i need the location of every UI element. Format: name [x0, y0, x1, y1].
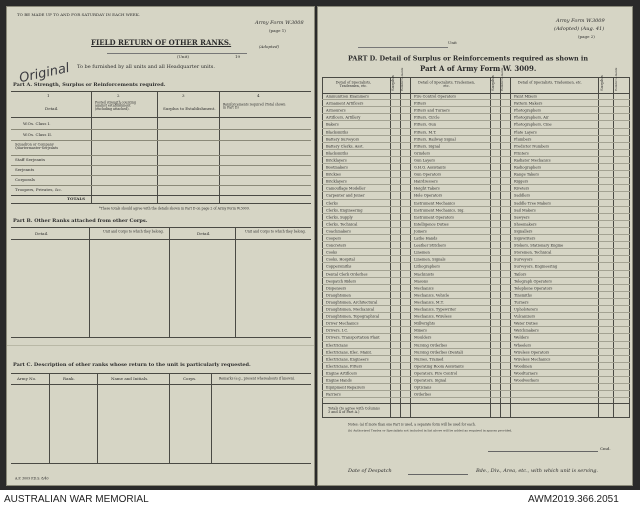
part-d-row-rule — [322, 128, 630, 129]
part-d-row-rule — [322, 298, 630, 299]
part-d-list-item: Mechanics, Typewriter — [414, 307, 457, 312]
part-d-list-item: Millwrights — [414, 321, 436, 326]
part-d-list-item: Radiographers — [514, 165, 542, 170]
part-d-row-rule — [322, 241, 630, 242]
part-d-list-item: Instrument Mechanics, Sig. — [414, 207, 465, 213]
part-d-row-rule — [322, 120, 630, 121]
part-d-row-rule — [322, 213, 630, 214]
part-d-list-item: Pattern Makers — [514, 101, 543, 106]
part-d-list-item: Electricians, Fitters — [326, 363, 363, 369]
part-a-row-rule — [11, 175, 311, 176]
part-d-list-item: Wireless Operators — [514, 349, 550, 355]
part-d-list-item: Bricklayers — [326, 157, 347, 163]
part-d-title-line1: PART D. Detail of Surplus or Reinforcements required as shown in — [348, 54, 589, 63]
part-d-list-item: Surveyors — [514, 257, 533, 262]
part-d-list-item: Draughtsmen, Topographical — [326, 314, 380, 319]
part-d-col-header: Detail of Specialists, Tradesmen, etc. — [335, 80, 372, 88]
part-a-totals: TOTALS — [67, 196, 86, 201]
part-d-row-rule — [322, 348, 630, 349]
part-d-list-item: Gun Layers — [414, 157, 435, 163]
part-b-header-rule — [11, 239, 311, 240]
part-a-row: Troopers, Privates, &c. — [15, 187, 63, 192]
part-d-sub-surplus: Surplus — [390, 75, 395, 91]
part-d-list-item: Engine Artificers — [326, 370, 358, 376]
part-d-row-rule — [322, 234, 630, 235]
part-d-list-item: Wheelers — [514, 342, 532, 347]
part-a-header-surplus: Surplus to Establishment. — [163, 106, 216, 111]
part-d-row-rule — [322, 305, 630, 306]
part-d-row-rule — [322, 113, 630, 114]
part-d-list-item: Intelligence Duties — [414, 221, 449, 227]
left-title: FIELD RETURN OF OTHER RANKS. — [91, 38, 232, 47]
part-a-top-rule — [11, 91, 311, 92]
part-d-sub-surplus: Surplus — [599, 75, 604, 91]
part-d-list-item: Water Duties — [514, 321, 538, 326]
part-a-row-rule — [11, 155, 311, 156]
part-d-list-item: Linemen, Signals — [414, 257, 446, 262]
right-form-number: Army Form W.3009 — [556, 18, 605, 24]
part-a-header-reinforcements: Reinforcements required (Total shown in Part D) — [223, 102, 286, 110]
part-d-row-rule — [322, 376, 630, 377]
left-page — [6, 6, 315, 486]
part-d-list-item: Mechanics — [414, 285, 434, 291]
part-a-header-posted: Posted strength counting against establishment (excluding attached). — [95, 100, 136, 111]
part-d-list-item: Range Takers — [514, 172, 539, 177]
part-a-row: Staff Serjeants — [15, 157, 46, 162]
part-d-list-item: Drivers, I.C. — [326, 328, 349, 333]
part-d-list-item: Nurses, Trained — [414, 356, 444, 362]
part-b-header: Unit and Corps to which they belong. — [103, 229, 164, 234]
part-d-list-item: Storemen, Technical — [514, 250, 552, 255]
part-d-row-rule — [322, 362, 630, 363]
part-c-top-rule — [11, 373, 311, 374]
part-a-note: *These totals should agree with the details shown in Part D on page 2 of Army Form W.3009. — [99, 206, 250, 211]
part-d-list-item: Telephone Operators — [514, 285, 553, 291]
part-a-colnum-2: 2 — [117, 93, 120, 98]
part-d-row-rule — [322, 390, 630, 391]
part-d-list-item: Nursing Orderlies (Dental) — [414, 349, 464, 355]
archive-footer — [0, 490, 640, 507]
part-d-row-rule — [322, 135, 630, 136]
part-d-list-item: Blacksmiths — [326, 150, 349, 156]
part-d-list-item: Sawyers — [514, 214, 530, 220]
part-d-list-item: Coopers — [326, 236, 342, 241]
part-d-row-rule — [322, 355, 630, 356]
part-d-list-item: Joiners — [414, 228, 427, 234]
part-a-row-rule — [11, 140, 311, 141]
part-c-header: Army No. — [17, 376, 37, 381]
part-a-row: Corporals — [15, 177, 35, 182]
part-d-list-item: Battery Clerks, Asst. — [326, 143, 364, 149]
part-d-sub-surplus: Surplus — [490, 75, 495, 91]
part-d-list-item: Radiator Mechanics — [514, 157, 551, 163]
left-fold-line — [7, 345, 314, 346]
part-d-list-item: Electricians — [326, 342, 348, 347]
part-d-list-item: Armourers — [326, 108, 346, 113]
part-a-colnum-4: 4 — [257, 93, 260, 98]
part-c-col-divider — [97, 373, 98, 463]
part-d-list-item: Hairdressers — [414, 179, 438, 184]
part-d-col-header: Detail of Specialists, Tradesmen, etc. — [418, 80, 476, 88]
part-d-list-item: Battery Surveyors — [326, 136, 360, 142]
part-d-row-rule — [322, 341, 630, 342]
part-d-list-item: Saddlers — [514, 193, 531, 198]
part-d-list-item: Saddle Tree Makers — [514, 200, 551, 205]
part-d-list-item: Plumbers — [514, 136, 532, 142]
part-b-header: Detail. — [35, 231, 49, 236]
part-b-top-rule — [11, 227, 311, 228]
part-d-bottom-rule — [322, 403, 630, 404]
part-d-list-item: Sail Makers — [514, 207, 536, 213]
part-d-list-item: Tailors — [514, 271, 527, 276]
part-d-list-item: Cooks, Hospital — [326, 257, 355, 262]
part-d-list-item: Riveters — [514, 186, 530, 191]
part-b-col-divider — [235, 227, 236, 337]
part-d-list-item: Woodturners — [514, 370, 538, 376]
part-d-list-item: Artificers, Artillery — [326, 115, 361, 120]
footer-accession-number: AWM2019.366.2051 — [528, 494, 619, 505]
part-d-row-rule — [322, 312, 630, 313]
part-c-header: Corps. — [183, 376, 197, 381]
part-d-list-item: Telegraph Operators — [514, 278, 552, 284]
part-d-list-item: Fitters, Signal — [414, 143, 441, 149]
part-d-row-rule — [322, 177, 630, 178]
part-d-sub-reinforcements: Reinforce-ments — [500, 67, 504, 91]
part-d-list-item: Operators, Fire Control — [414, 370, 458, 376]
part-d-list-item: Wireless Mechanics — [514, 356, 551, 362]
part-b-bottom-rule — [11, 337, 311, 338]
right-unit-line — [358, 47, 448, 48]
part-d-row-rule — [322, 142, 630, 143]
part-d-totals-note: Totals (to agree with Columns 3 and 4 of Part A.) — [328, 406, 380, 414]
part-d-list-item: Signallers — [514, 228, 533, 234]
date-label: 19 — [235, 54, 241, 59]
part-d-list-item: Nursing Orderlies — [414, 342, 448, 347]
signature-label: Cmd. — [600, 446, 611, 451]
part-a-colnum-1: 1 — [47, 93, 50, 98]
part-d-list-item: Printers — [514, 150, 529, 156]
right-page — [317, 6, 633, 486]
part-d-row-rule — [322, 163, 630, 164]
part-d-list-item: Vulcanizers — [514, 314, 536, 319]
part-d-list-item: Instrument Operators — [414, 214, 454, 220]
part-d-list-item: Electricians, Engineers — [326, 356, 369, 362]
part-d-list-item: Draughtsmen, Architectural — [326, 299, 378, 305]
part-d-list-item: Clerks, Technical — [326, 221, 358, 227]
part-d-row-rule — [322, 170, 630, 171]
part-d-row-rule — [322, 199, 630, 200]
part-d-list-item: Riggers — [514, 179, 529, 184]
part-d-list-item: Linemen — [414, 250, 430, 255]
part-d-list-item: Dental Clerk Orderlies — [326, 271, 368, 276]
part-b-header: Detail. — [197, 231, 211, 236]
unit-line — [107, 53, 247, 54]
part-d-sub-reinforcements: Reinforce-ments — [400, 67, 404, 91]
part-d-list-item: Lithographers — [414, 264, 440, 269]
part-d-list-item: G.H.Q. Assistants — [414, 165, 446, 170]
part-a-row: Serjeants — [15, 167, 35, 172]
left-page-label: (page 1) — [269, 28, 286, 33]
part-d-totals-rule — [322, 417, 630, 418]
part-d-list-item: Engine Hands — [326, 378, 352, 383]
part-d-list-item: Photographers, Air — [514, 115, 549, 120]
part-d-list-item: Despatch Riders — [326, 278, 357, 284]
part-d-list-item: Electricians, Elec. Maint. — [326, 349, 373, 355]
part-d-row-rule — [322, 106, 630, 107]
part-c-col-divider — [49, 373, 50, 463]
date-of-despatch: Date of Despatch — [348, 468, 392, 474]
right-adopted-label: (Adopted) (Aug. 41) — [554, 26, 605, 32]
part-c-col-divider — [169, 373, 170, 463]
top-instruction: TO BE MADE UP TO AND FOR SATURDAY IN EACH WEEK. — [17, 12, 140, 17]
part-d-list-item: Driver Mechanics — [326, 321, 359, 326]
part-d-row-rule — [322, 333, 630, 334]
part-d-list-item: Instrument Mechanics — [414, 200, 456, 205]
part-d-row-rule — [322, 220, 630, 221]
part-d-list-item: Shoemakers — [514, 221, 537, 227]
part-d-row-rule — [322, 227, 630, 228]
part-d-list-item: Fitters — [414, 101, 427, 106]
part-c-bottom-rule — [11, 463, 311, 464]
part-a-col-divider-2 — [157, 91, 158, 203]
part-b-col-divider — [169, 227, 170, 337]
part-d-list-item: Fire Control Operators — [414, 94, 456, 99]
part-b-col-divider — [89, 227, 90, 337]
part-d-row-rule — [322, 277, 630, 278]
part-d-row-rule — [322, 291, 630, 292]
part-d-list-item: Armament Artificers — [326, 101, 364, 106]
right-page-label: (page 2) — [578, 34, 595, 39]
part-d-list-item: Machinists — [414, 271, 434, 276]
part-d-list-item: Photographers — [514, 108, 542, 113]
part-a-col-divider-3 — [219, 91, 220, 203]
part-d-list-item: Mechanics, Wireless — [414, 314, 452, 319]
part-d-list-item: Operating Room Assistants — [414, 363, 464, 369]
part-a-header-detail: Detail. — [45, 106, 59, 111]
part-d-row-rule — [322, 149, 630, 150]
part-d-col-header: Detail of Specialists, Tradesmen, etc. — [517, 80, 583, 85]
part-d-list-item: Operators, Signal — [414, 378, 447, 383]
part-d-list-item: Leather Stitchers — [414, 243, 446, 248]
footer-institution: AUSTRALIAN WAR MEMORIAL — [4, 494, 149, 505]
part-d-row-rule — [322, 319, 630, 320]
part-d-row-rule — [322, 206, 630, 207]
part-d-list-item: Predictor Numbers — [514, 143, 550, 149]
part-d-row-rule — [322, 248, 630, 249]
part-d-list-item: Turners — [514, 299, 529, 305]
part-d-list-item: Clerks, Engineering — [326, 207, 363, 213]
part-d-list-item: Woodworkers — [514, 378, 539, 383]
part-d-list-item: Equipment Repairers — [326, 385, 366, 390]
part-d-list-item: Draughtsmen — [326, 292, 351, 298]
furnish-note: To be furnished by all units and all Headquarter units. — [77, 64, 215, 70]
part-d-list-item: Orderlies — [414, 392, 432, 397]
right-unit-label: Unit — [448, 40, 457, 45]
part-d-list-item: Tinsmiths — [514, 292, 532, 298]
despatch-line — [408, 474, 468, 475]
part-d-list-item: Miners — [414, 328, 427, 333]
handwritten-original: Original — [17, 60, 71, 87]
part-d-list-item: Surveyors, Engineering — [514, 264, 558, 269]
part-d-list-item: Bricklayers — [326, 179, 347, 184]
part-d-list-item: Plate Layers — [514, 129, 537, 134]
part-d-list-item: Ammunition Examiners — [326, 94, 369, 99]
part-d-list-item: Bootmakers — [326, 165, 348, 170]
part-a-row: W.Os. Class II. — [23, 132, 53, 137]
part-d-list-item: Clerks, Supply — [326, 214, 353, 220]
part-d-list-item: Opticians — [414, 385, 432, 390]
unit-label: (Unit) — [177, 54, 189, 59]
part-d-list-item: Cooks — [326, 250, 338, 255]
part-a-row: Squadron or Company Quartermaster-Serjeants — [15, 142, 59, 150]
part-c-header: Name and Initials. — [111, 376, 149, 381]
part-d-list-item: Watchmakers — [514, 328, 539, 333]
part-d-row-rule — [322, 270, 630, 271]
footnote-2: (b) Authorised Trades or Specialists not included in list above will be added as required in spaces provided. — [348, 428, 513, 432]
part-d-list-item: Farriers — [326, 392, 341, 397]
part-d-list-item: Coachmakers — [326, 228, 351, 234]
part-d-list-item: Blacksmiths — [326, 129, 349, 134]
part-d-title-line2: Part A of Army Form W. 3009. — [420, 64, 537, 73]
part-d-list-item: Draughtsmen, Mechanical — [326, 307, 375, 312]
part-d-row-rule — [322, 99, 630, 100]
part-d-list-item: Moulders — [414, 335, 432, 340]
signature-block: Bde., Div., Area, etc., with which unit is serving. — [476, 468, 599, 474]
part-d-list-item: Drivers, Transportation Plant — [326, 335, 380, 340]
part-a-row-rule — [11, 185, 311, 186]
part-d-list-item: Signwriters — [514, 236, 536, 241]
footnote-1: Notes: (a) If more than one Part is used, a separate form will be used for each. — [348, 422, 476, 427]
part-b-title: Part B. Other Ranks attached from other Corps. — [13, 218, 148, 224]
part-a-title: Part A. Strength, Surplus or Reinforcements required. — [13, 82, 166, 88]
part-d-row-rule — [322, 284, 630, 285]
part-d-list-item: Fitters, Railway Signal — [414, 136, 456, 142]
part-d-list-item: Mechanics, Vehicle — [414, 292, 450, 298]
part-d-list-item: Photographers, Cine — [514, 122, 552, 127]
part-a-colnum-3: 3 — [182, 93, 185, 98]
part-c-title: Part C. Description of other ranks whose return to the unit is particularly requested. — [13, 362, 251, 368]
part-c-header-rule — [11, 384, 311, 385]
part-d-list-item: Stokers, Stationary Engine — [514, 243, 564, 248]
part-d-row-rule — [322, 255, 630, 256]
part-d-row-rule — [322, 397, 630, 398]
part-a-bottom-rule — [11, 203, 311, 204]
part-d-row-rule — [322, 156, 630, 157]
part-a-row-rule — [11, 129, 311, 130]
part-d-list-item: Bakers — [326, 122, 339, 127]
part-d-list-item: Carpenter and Joiner — [326, 193, 365, 198]
part-d-list-item: Hole Operators — [414, 193, 443, 198]
part-d-row-rule — [322, 262, 630, 263]
part-d-list-item: Brickies — [326, 172, 341, 177]
part-d-top-rule — [322, 77, 630, 78]
part-d-list-item: Height Takers — [414, 186, 440, 191]
part-d-row-rule — [322, 191, 630, 192]
part-c-header: Rank. — [63, 376, 75, 381]
part-a-row-rule — [11, 165, 311, 166]
part-c-col-divider — [211, 373, 212, 463]
part-a-col-divider-1 — [91, 91, 92, 203]
part-d-list-item: Concreters — [326, 243, 347, 248]
part-c-header: Remarks (e.g., present whereabouts if known). — [219, 376, 296, 381]
part-d-list-item: Lathe Hands — [414, 236, 438, 241]
part-d-row-rule — [322, 369, 630, 370]
part-d-list-item: Dispensers — [326, 285, 347, 291]
part-d-list-item: Camouflage Modeller — [326, 186, 366, 191]
print-code: A.F. 3009 P.D.S. 8/40 — [15, 476, 49, 481]
part-d-row-rule — [322, 184, 630, 185]
part-d-list-item: Woodmen — [514, 363, 532, 369]
part-d-row-rule — [322, 383, 630, 384]
part-d-list-item: Grinders — [414, 150, 431, 156]
signature-line — [488, 451, 598, 452]
part-a-row-rule — [11, 195, 311, 196]
part-d-row-rule — [322, 326, 630, 327]
part-b-header: Unit and Corps to which they belong. — [245, 229, 306, 234]
part-a-header-rule — [11, 117, 311, 118]
part-d-list-item: Fitters and Turners — [414, 108, 450, 113]
part-d-list-item: Mechanics, M.T. — [414, 299, 444, 305]
left-form-number: Army Form W.3008 — [255, 20, 304, 26]
part-d-list-item: Masons — [414, 278, 429, 284]
part-d-list-item: Coppersmiths — [326, 264, 352, 269]
part-d-list-item: Fitters, M.T. — [414, 129, 437, 134]
part-d-list-item: Fitters, Gun — [414, 122, 437, 127]
part-d-list-item: Upholsterers — [514, 307, 538, 312]
part-d-list-item: Clerks — [326, 200, 338, 205]
part-d-sub-reinforcements: Reinforce-ments — [614, 67, 618, 91]
part-d-list-item: Paint Mixers — [514, 94, 538, 99]
part-d-list-item: Gun Operators — [414, 172, 442, 177]
part-d-list-item: Welders — [514, 335, 529, 340]
left-adopted-label: (Adopted) — [259, 44, 280, 49]
part-a-row: W.Os. Class I. — [23, 121, 51, 126]
part-d-list-item: Fitters, Circle — [414, 115, 440, 120]
